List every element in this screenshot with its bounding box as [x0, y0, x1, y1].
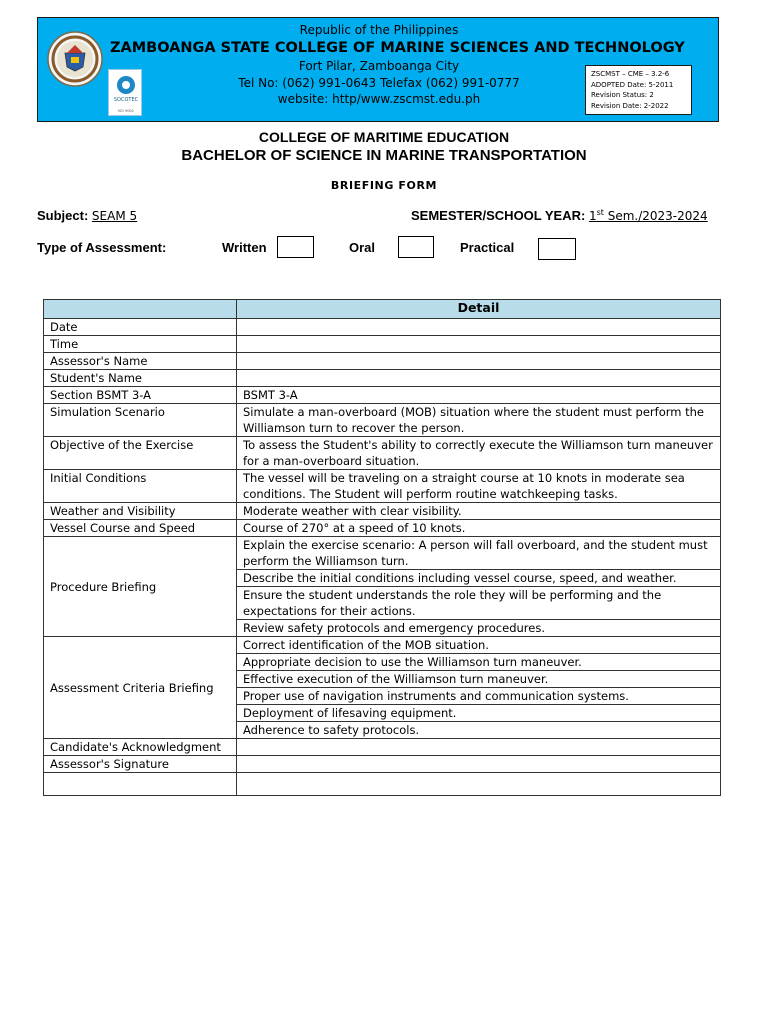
table-row [44, 739, 721, 756]
acknowledgment-label: Candidate's Acknowledgment [44, 739, 237, 756]
table-row [44, 353, 721, 370]
college-address: Fort Pilar, Zamboanga City [298, 59, 460, 73]
table-row [44, 756, 721, 773]
weather-label: Weather and Visibility [44, 503, 237, 520]
criteria-item: Adherence to safety protocols. [237, 722, 721, 739]
procedure-item: Review safety protocols and emergency procedures. [237, 620, 721, 637]
date-value[interactable] [237, 319, 721, 336]
section-value: BSMT 3-A [237, 387, 721, 404]
table-row [44, 503, 721, 520]
practical-label: Practical [460, 240, 515, 255]
procedure-item: Describe the initial conditions including vessel course, speed, and weather. [237, 570, 721, 587]
subject-value: SEAM 5 [91, 209, 138, 223]
svg-text:SOCOTEC: SOCOTEC [113, 97, 139, 103]
header-banner [37, 17, 719, 122]
table-row [44, 637, 721, 654]
practical-checkbox[interactable] [538, 238, 576, 260]
blank-cell[interactable] [237, 773, 721, 796]
weather-value: Moderate weather with clear visibility. [237, 503, 721, 520]
criteria-item: Appropriate decision to use the Williamson turn maneuver. [237, 654, 721, 671]
subject-field [37, 208, 137, 223]
table-row [44, 437, 721, 470]
student-name-label: Student's Name [44, 370, 237, 387]
table-row [44, 470, 721, 503]
form-title: BRIEFING FORM [330, 179, 438, 192]
college-title: COLLEGE OF MARITIME EDUCATION [258, 129, 510, 145]
time-value[interactable] [237, 336, 721, 353]
procedure-item: Ensure the student understands the role they will be performing and the expectations for their actions. [237, 587, 721, 620]
table-header-row [44, 300, 721, 319]
initial-conditions-label: Initial Conditions [44, 470, 237, 503]
procedure-label: Procedure Briefing [44, 537, 237, 637]
objective-value: To assess the Student's ability to correctly execute the Williamson turn maneuver for a man-overboard situation. [237, 437, 721, 470]
semester-field [411, 208, 708, 223]
table-header-empty [44, 300, 237, 319]
time-label: Time [44, 336, 237, 353]
detail-header: Detail [237, 300, 721, 319]
simulation-label: Simulation Scenario [44, 404, 237, 437]
objective-label: Objective of the Exercise [44, 437, 237, 470]
college-website: website: http/www.zscmst.edu.ph [277, 92, 481, 106]
procedure-item: Explain the exercise scenario: A person will fall overboard, and the student must perform the Williamson turn. [237, 537, 721, 570]
table-row [44, 537, 721, 570]
table-row [44, 404, 721, 437]
semester-label: SEMESTER/SCHOOL YEAR: [411, 208, 586, 223]
blank-cell[interactable] [44, 773, 237, 796]
acknowledgment-value[interactable] [237, 739, 721, 756]
date-label: Date [44, 319, 237, 336]
signature-label: Assessor's Signature [44, 756, 237, 773]
table-row [44, 336, 721, 353]
table-row [44, 370, 721, 387]
initial-conditions-value: The vessel will be traveling on a straight course at 10 knots in moderate sea conditions. The Student will perform routine watchkeeping tasks. [237, 470, 721, 503]
simulation-value: Simulate a man-overboard (MOB) situation where the student must perform the Williamson turn to recover the person. [237, 404, 721, 437]
subject-label: Subject: [37, 208, 89, 223]
table-row [44, 387, 721, 404]
svg-text:ISO 9001: ISO 9001 [117, 109, 135, 113]
assessor-name-value[interactable] [237, 353, 721, 370]
criteria-item: Effective execution of the Williamson turn maneuver. [237, 671, 721, 688]
criteria-item: Proper use of navigation instruments and communication systems. [237, 688, 721, 705]
signature-value[interactable] [237, 756, 721, 773]
course-speed-label: Vessel Course and Speed [44, 520, 237, 537]
briefing-table [43, 299, 721, 796]
revision-box: ZSCMST – CME – 3.2-6 ADOPTED Date: 5-2011 Revision Status: 2 Revision Date: 2-2022 [585, 65, 692, 115]
criteria-label: Assessment Criteria Briefing [44, 637, 237, 739]
table-row [44, 773, 721, 796]
table-row [44, 319, 721, 336]
program-title: BACHELOR OF SCIENCE IN MARINE TRANSPORTATION [181, 147, 587, 164]
oral-checkbox[interactable] [398, 236, 434, 258]
section-label: Section BSMT 3-A [44, 387, 237, 404]
college-name: ZAMBOANGA STATE COLLEGE OF MARINE SCIENCES AND TECHNOLOGY [110, 40, 685, 56]
student-name-value[interactable] [237, 370, 721, 387]
criteria-item: Correct identification of the MOB situation. [237, 637, 721, 654]
table-row [44, 520, 721, 537]
criteria-item: Deployment of lifesaving equipment. [237, 705, 721, 722]
assessor-name-label: Assessor's Name [44, 353, 237, 370]
written-label: Written [222, 240, 267, 255]
assessment-type-label: Type of Assessment: [37, 240, 167, 255]
course-speed-value: Course of 270° at a speed of 10 knots. [237, 520, 721, 537]
college-telephone: Tel No: (062) 991-0643 Telefax (062) 991-0777 [238, 76, 520, 90]
semester-value: 1st Sem./2023-2024 [588, 208, 708, 223]
written-checkbox[interactable] [277, 236, 314, 258]
oral-label: Oral [349, 240, 376, 255]
republic-text: Republic of the Philippines [299, 23, 459, 37]
